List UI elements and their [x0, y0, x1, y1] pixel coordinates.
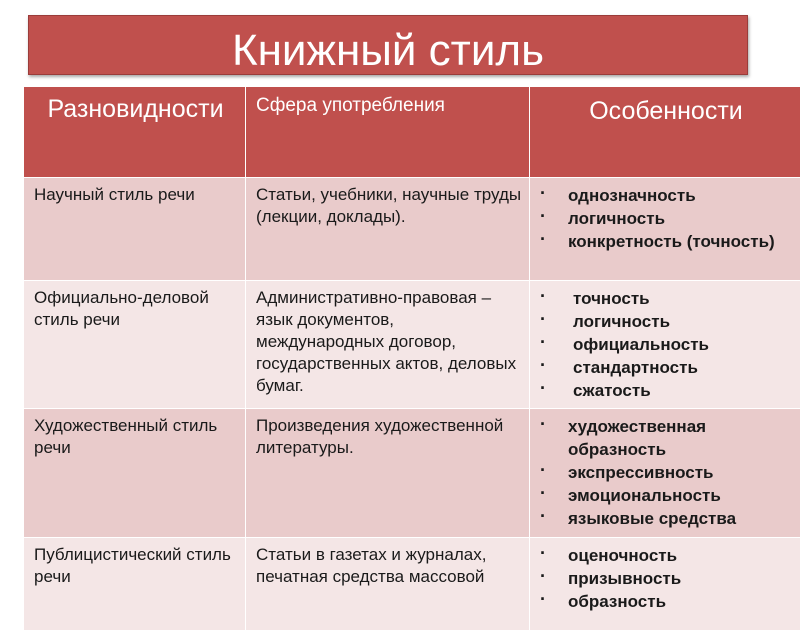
row-style-name: Художественный стиль речи: [24, 409, 246, 538]
row-style-name: Научный стиль речи: [24, 178, 246, 281]
table-row: [24, 409, 800, 538]
row-sphere: Статьи, учебники, научные труды (лекции, доклады).: [246, 178, 530, 281]
header-varieties-label: Разновидности: [36, 93, 235, 125]
row-style-name: Официально-деловой стиль речи: [24, 281, 246, 409]
list-item: · призывность: [540, 567, 794, 590]
list-item: · эмоциональность: [540, 484, 794, 507]
header-varieties: [24, 87, 246, 178]
list-item: · языковые средства: [540, 507, 794, 530]
styles-table: [23, 86, 800, 631]
table-row: [24, 538, 800, 631]
list-item: · оценочность: [540, 544, 794, 567]
table-row: [24, 178, 800, 281]
list-item: · художественная образность: [540, 415, 794, 461]
table-header-row: [24, 87, 800, 178]
list-item: · логичность: [540, 207, 794, 230]
list-item: · конкретность (точность): [540, 230, 794, 253]
row-sphere: Статьи в газетах и журналах, печатная средства массовой: [246, 538, 530, 631]
list-item: · образность: [540, 590, 794, 613]
list-item: · логичность: [540, 310, 794, 333]
row-sphere: Произведения художественной литературы.: [246, 409, 530, 538]
table-row: [24, 281, 800, 409]
row-features: [530, 178, 800, 281]
slide-title: Книжный стиль: [28, 15, 748, 75]
list-item: · официальность: [540, 333, 794, 356]
header-features: Особенности: [530, 87, 800, 178]
header-sphere: Сфера употребления: [246, 87, 530, 178]
list-item: · сжатость: [540, 379, 794, 402]
row-style-name: Публицистический стиль речи: [24, 538, 246, 631]
list-item: · экспрессивность: [540, 461, 794, 484]
row-features: [530, 409, 800, 538]
row-sphere: Административно-правовая – язык документов, международных договор, государственных актов, деловых бумаг.: [246, 281, 530, 409]
list-item: · однозначность: [540, 184, 794, 207]
list-item: · стандартность: [540, 356, 794, 379]
row-features: [530, 538, 800, 631]
list-item: · точность: [540, 287, 794, 310]
row-features: [530, 281, 800, 409]
